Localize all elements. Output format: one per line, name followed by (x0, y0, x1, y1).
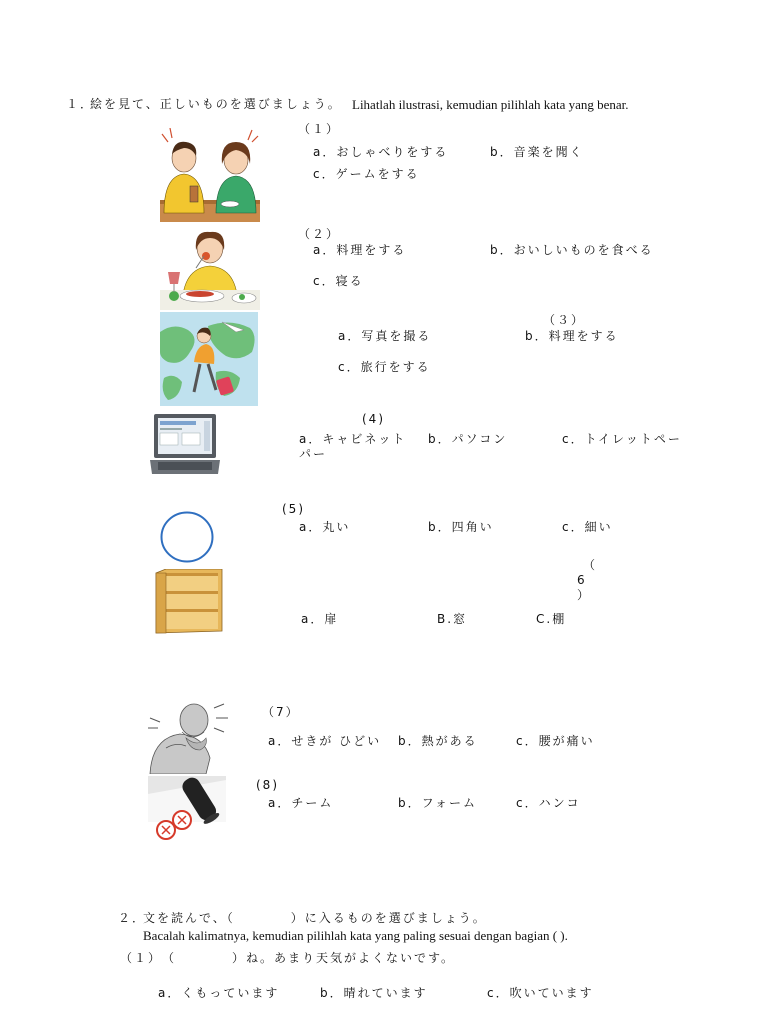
q3-option-c[interactable]: c．旅行をする (338, 360, 431, 374)
q6-number-open: （ (583, 558, 598, 572)
q5-option-b[interactable]: b．四角い (428, 520, 494, 534)
circle-shape (158, 509, 216, 565)
q2-option-c[interactable]: c．寝る (313, 274, 364, 288)
s2-q1-sentence: （ ）ね。あまり天気がよくないです。 (162, 951, 456, 965)
q3-option-b[interactable]: b．料理をする (525, 329, 619, 343)
s2-q1-option-c[interactable]: c．吹いています (487, 986, 594, 1000)
section2-instruction-jp: 文を読んで、（ ）に入るものを選びましょう。 (143, 911, 487, 925)
travel-illustration (160, 312, 258, 406)
q6-option-a[interactable]: a．扉 (301, 612, 339, 626)
q2-number: （２） (298, 227, 341, 241)
q3-number: （３） (543, 313, 586, 327)
s2-q1-option-b[interactable]: b．晴れています (320, 986, 428, 1000)
q5-option-a[interactable]: a．丸い (299, 520, 351, 534)
shelf-illustration (152, 569, 224, 635)
q6-number-close: ） (577, 588, 592, 602)
q8-option-a[interactable]: a．チーム (268, 796, 334, 810)
section1-instruction-id: Lihatlah ilustrasi, kemudian pilihlah kata yang benar. (352, 97, 629, 112)
q3-option-a[interactable]: a．写真を撮る (338, 329, 432, 343)
s2-q1-option-a[interactable]: a．くもっています (158, 986, 280, 1000)
s2-q1-number: （１） (120, 951, 163, 965)
q8-number: (8) (256, 778, 279, 792)
q4-option-c[interactable]: c．トイレットペー (562, 432, 682, 446)
coughing-illustration (146, 698, 230, 774)
q4-option-c-wrap: パー (299, 447, 328, 461)
q4-number: (4) (362, 412, 385, 426)
section1-number: １． (66, 97, 95, 111)
q5-option-c[interactable]: c．細い (562, 520, 613, 534)
q8-option-b[interactable]: b．フォーム (398, 796, 478, 810)
section2-instruction-id: Bacalah kalimatnya, kemudian pilihlah kata yang paling sesuai dengan bagian ( ). (143, 928, 568, 943)
q7-option-a[interactable]: a．せきが ひどい (268, 734, 382, 748)
section1-instruction-jp: 絵を見て、正しいものを選びましょう。 (90, 97, 342, 111)
q2-option-a[interactable]: a．料理をする (313, 243, 407, 257)
q4-option-b[interactable]: b．パソコン (428, 432, 508, 446)
q7-option-c[interactable]: c．腰が痛い (516, 734, 595, 748)
q7-option-b[interactable]: b．熱がある (398, 734, 478, 748)
q2-option-b[interactable]: b．おいしいものを食べる (490, 243, 654, 257)
eating-illustration (160, 228, 260, 310)
q6-option-c[interactable]: C.棚 (536, 612, 567, 626)
q1-option-a[interactable]: a．おしゃべりをする (313, 145, 449, 159)
hanko-stamp-illustration (148, 776, 226, 844)
q1-number: （１） (298, 122, 341, 136)
conversation-illustration (160, 128, 260, 223)
q7-number: （7） (262, 705, 300, 719)
q8-option-c[interactable]: c．ハンコ (516, 796, 581, 810)
q6-option-b[interactable]: B.窓 (437, 612, 468, 626)
q5-number: (5) (282, 502, 305, 516)
laptop-illustration (148, 412, 222, 476)
q4-option-a[interactable]: a．キャビネット (299, 432, 407, 446)
section2-number: ２． (118, 911, 147, 925)
q1-option-c[interactable]: c．ゲームをする (313, 167, 420, 181)
q1-option-b[interactable]: b．音楽を聞く (490, 145, 584, 159)
q6-number: 6 (577, 573, 587, 587)
